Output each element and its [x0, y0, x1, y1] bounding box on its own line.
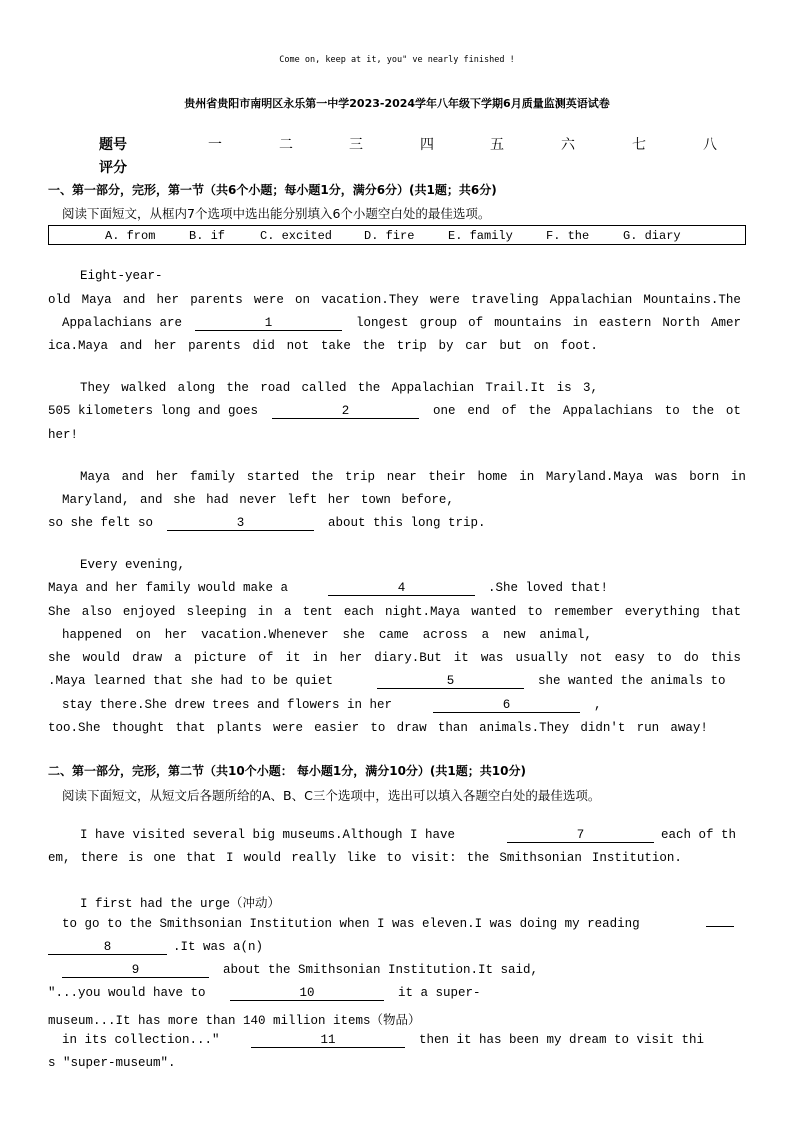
section-2-instruction: 阅读下面短文，从短文后各题所给的A、B、C三个选项中，选出可以填入各题空白处的最佳选项。: [62, 788, 601, 803]
passage-line: happened on her vacation.Whenever she came across a new animal,: [62, 628, 592, 642]
header-motto: Come on, keep at it, you" ve nearly finished !: [279, 55, 515, 65]
passage-line: then it has been my dream to visit thi: [419, 1033, 705, 1047]
passage-line: in its collection...": [62, 1033, 220, 1047]
blank-2[interactable]: 2: [272, 404, 419, 419]
score-column: 六: [561, 137, 575, 153]
blank-8[interactable]: 8: [48, 940, 167, 955]
blank-9[interactable]: 9: [62, 963, 209, 978]
passage-line: old Maya and her parents were on vacation.They were traveling Appalachian Mountains.The: [48, 293, 741, 307]
passage-line: I have visited several big museums.Although I have: [80, 828, 456, 842]
passage-line: her!: [48, 428, 79, 442]
score-table-score-label: 评分: [99, 160, 127, 176]
option-item: F. the: [546, 229, 590, 243]
score-column: 七: [632, 137, 646, 153]
blank-6[interactable]: 6: [433, 698, 580, 713]
passage-line: to go to the Smithsonian Institution when I was eleven.I was doing my reading: [62, 917, 640, 931]
passage-line: .Maya learned that she had to be quiet: [48, 674, 334, 688]
passage-line: one end of the Appalachians to the ot: [433, 404, 741, 418]
blank-10[interactable]: 10: [230, 986, 384, 1001]
passage-line: she would draw a picture of it in her diary.But it was usually not easy to do this: [48, 651, 741, 665]
passage-line: Maryland, and she had never left her town before,: [62, 493, 454, 507]
option-item: A. from: [105, 229, 156, 243]
option-item: G. diary: [623, 229, 681, 243]
blank-7[interactable]: 7: [507, 828, 654, 843]
blank-8-start: [706, 917, 734, 931]
passage-line: ica.Maya and her parents did not take the trip by car but on foot.: [48, 339, 598, 353]
score-column: 五: [490, 137, 504, 153]
option-item: C. excited: [260, 229, 333, 243]
passage-line: longest group of mountains in eastern North Amer: [356, 316, 741, 330]
passage-line: too.She thought that plants were easier to draw than animals.They didn't run away!: [48, 721, 708, 735]
passage-line: it a super-: [398, 986, 481, 1000]
section-2-heading: 二、第一部分，完形，第二节（共10个小题： 每小题1分，满分10分）(共1题；共10分): [48, 764, 526, 778]
passage-line: Maya and her family would make a: [48, 581, 289, 595]
passage-line: They walked along the road called the Appalachian Trail.It is 3,: [80, 381, 598, 395]
option-item: E. family: [448, 229, 513, 243]
score-column: 八: [703, 137, 717, 153]
passage-line: museum...It has more than 140 million items（物品）: [48, 1014, 421, 1028]
passage-line: about this long trip.: [328, 516, 486, 530]
passage-line: .She loved that!: [488, 581, 609, 595]
passage-line: She also enjoyed sleeping in a tent each night.Maya wanted to remember everything that: [48, 605, 741, 619]
blank-4[interactable]: 4: [328, 581, 475, 596]
section-1-instruction: 阅读下面短文，从框内7个选项中选出能分别填入6个小题空白处的最佳选项。: [62, 206, 491, 221]
score-column: 三: [349, 137, 363, 153]
passage-line: about the Smithsonian Institution.It said,: [223, 963, 539, 977]
passage-line: ,: [594, 698, 602, 712]
section-1-heading: 一、第一部分，完形，第一节（共6个小题；每小题1分，满分6分）(共1题；共6分): [48, 183, 497, 197]
score-column: 二: [279, 137, 293, 153]
passage-line: I first had the urge（冲动）: [80, 897, 281, 911]
passage-line: each of th: [661, 828, 737, 842]
blank-5[interactable]: 5: [377, 674, 524, 689]
passage-line: Every evening,: [80, 558, 186, 572]
passage-line: Eight-year-: [80, 269, 163, 283]
passage-line: .It was a(n): [173, 940, 264, 954]
option-item: D. fire: [364, 229, 415, 243]
option-item: B. if: [189, 229, 226, 243]
blank-11[interactable]: 11: [251, 1033, 405, 1048]
passage-line: em, there is one that I would really like to visit: the Smithsonian Institution.: [48, 851, 682, 865]
score-column: 四: [420, 137, 434, 153]
passage-line: "...you would have to: [48, 986, 206, 1000]
passage-line: 505 kilometers long and goes: [48, 404, 259, 418]
passage-line: Appalachians are: [62, 316, 183, 330]
passage-line: Maya and her family started the trip near their home in Maryland.Maya was born in: [80, 470, 746, 484]
page-title: 贵州省贵阳市南明区永乐第一中学2023-2024学年八年级下学期6月质量监测英语试卷: [184, 97, 610, 110]
passage-line: stay there.She drew trees and flowers in her: [62, 698, 393, 712]
passage-line: so she felt so: [48, 516, 154, 530]
score-column: 一: [208, 137, 222, 153]
blank-1[interactable]: 1: [195, 316, 342, 331]
passage-line: she wanted the animals to: [538, 674, 726, 688]
score-table-question-label: 题号: [99, 137, 127, 153]
blank-3[interactable]: 3: [167, 516, 314, 531]
passage-line: s "super-museum".: [48, 1056, 176, 1070]
